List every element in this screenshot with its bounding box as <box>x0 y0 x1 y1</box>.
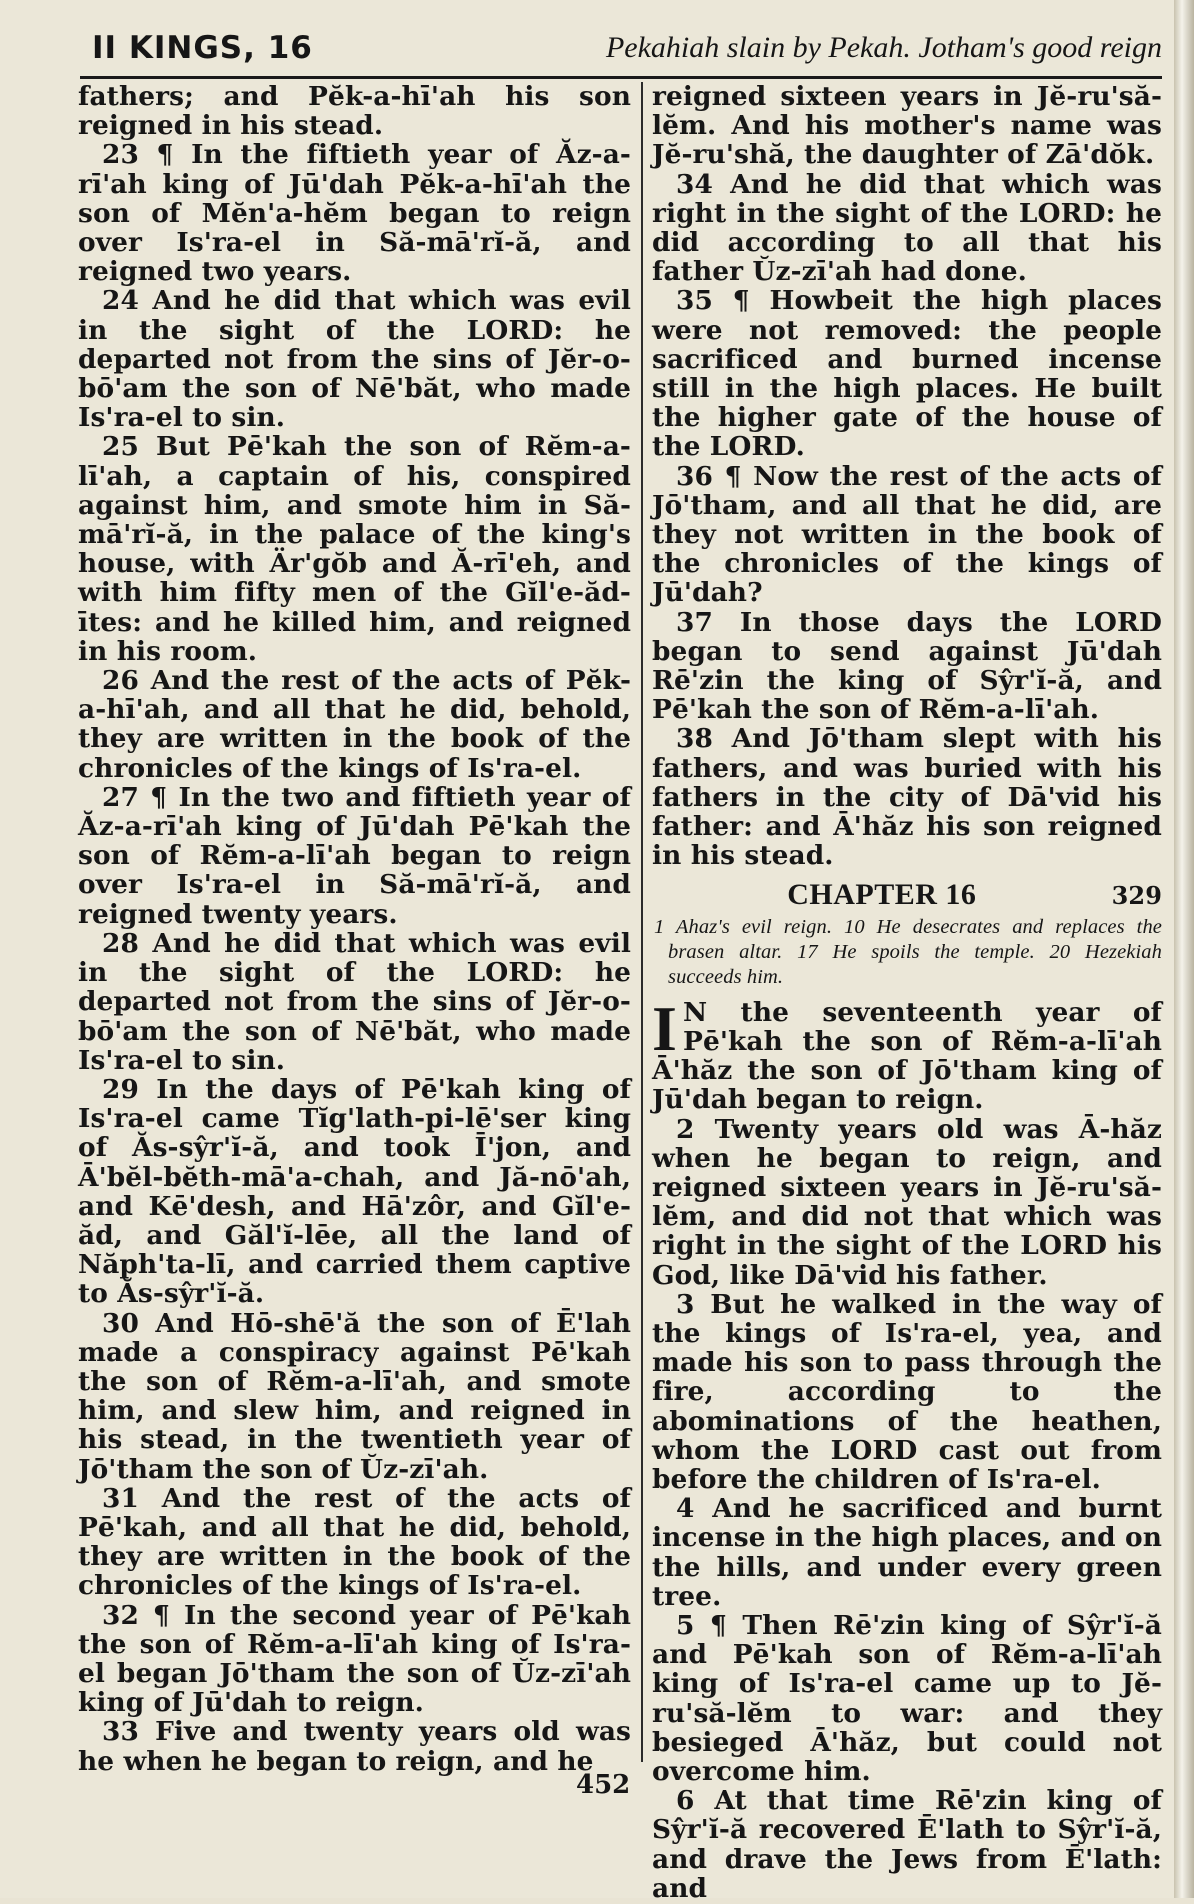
right-column <box>652 82 1162 1903</box>
left_column-verse: 31 And the rest of the acts of Pē'kah, and all that he did, behold, they are written in the book of the chronicles of the kings of Is'ra-el. <box>78 1482 631 1602</box>
left_column-verse: 23 ¶ In the fiftieth year of Ăz-a-rī'ah king of Jū'dah Pĕk-a-hī'ah the son of Mĕn'a-hĕm began to reign over Is'ra-el in Să-mā'rĭ-ă, and reigned two years. <box>78 139 631 288</box>
right_column_top-verse: 35 ¶ Howbeit the high places were not removed: the people sacrificed and burned incense still in the high places. He built the higher gate of the house of the LORD. <box>652 285 1162 463</box>
header-rule <box>80 76 1162 79</box>
page-edge <box>1174 0 1194 1898</box>
left_column-verse: 25 But Pē'kah the son of Rĕm-a-lī'ah, a captain of his, conspired against him, and smote him in Să-mā'rĭ-ă, in the palace of the king's house, with Är'gŏb and Ă-rī'eh, and with him fifty men of the Gĭl'e-ăd-ītes: and he killed him, and reigned in his room. <box>78 431 631 667</box>
right_column_bottom.verses-verse: 4 And he sacrificed and burnt incense in the high places, and on the hills, and under every green tree. <box>652 1493 1162 1612</box>
left_column-verse: 28 And he did that which was evil in the sight of the LORD: he departed not from the sins of Jĕr-o-bō'am the son of Nē'băt, who made Is'ra-el to sin. <box>78 927 631 1076</box>
left_column-verse: 26 And the rest of the acts of Pĕk-a-hī'ah, and all that he did, behold, they are written in the book of the chronicles of the kings of Is'ra-el. <box>78 665 631 784</box>
right_column_bottom.verses-verse: 6 At that time Rē'zin king of Sŷr'ĭ-ă recovered Ē'lath to Sŷr'ĭ-ă, and drave the Jews from Ē'lath: and <box>652 1785 1162 1904</box>
page-number: 452 <box>576 1770 631 1800</box>
verse-1-text: N the seventeenth year of Pē'kah the son of Rĕm-a-lī'ah Ā'hăz the son of Jō'tham king of Jū'dah began to reign. <box>652 996 1162 1116</box>
left_column-verse: 27 ¶ In the two and fiftieth year of Ăz-a-rī'ah king of Jū'dah Pē'kah the son of Rĕm-a-lī'ah began to reign over Is'ra-el in Să-mā'rĭ-ă, and reigned twenty years. <box>78 781 631 930</box>
chapter-summary: 1 Ahaz's evil reign. 10 He desecrates and replaces the brasen altar. 17 He spoils the temple. 20 Hezekiah succeeds him. <box>654 915 1162 988</box>
right_column_bottom.verses-verse: 5 ¶ Then Rē'zin king of Sŷr'ĭ-ă and Pē'kah son of Rĕm-a-lī'ah king of Is'ra-el came up to Jĕ-ru'să-lĕm to war: and they besieged Ā'hăz, but could not overcome him. <box>652 1609 1162 1787</box>
page-summary: Pekahiah slain by Pekah. Jotham's good reign <box>605 31 1162 64</box>
left_column-verse: 30 And Hō-shē'ă the son of Ē'lah made a conspiracy against Pē'kah the son of Rĕm-a-lī'ah, and smote him, and slew him, and reigned in his stead, in the twentieth year of Jō'tham the son of Ŭz-zī'ah. <box>78 1307 631 1485</box>
left_column-verse: 24 And he did that which was evil in the sight of the LORD: he departed not from the sins of Jĕr-o-bō'am the son of Nē'băt, who made Is'ra-el to sin. <box>78 285 631 434</box>
chapter-heading <box>652 880 1162 910</box>
left_column-verse: 32 ¶ In the second year of Pē'kah the son of Rĕm-a-lī'ah king of Is'ra-el began Jō'tham the son of Ŭz-zī'ah king of Jū'dah to reign. <box>78 1599 631 1719</box>
right_column_top-verse: 34 And he did that which was right in the sight of the LORD: he did according to all that his father Ŭz-zī'ah had done. <box>652 168 1162 288</box>
right_column_top-verse: 37 In those days the LORD began to send against Jū'dah Rē'zin the king of Sŷr'ĭ-ă, and Pē'kah the son of Rĕm-a-lī'ah. <box>652 606 1162 726</box>
running-header <box>92 22 1162 74</box>
chapter-title: CHAPTER 16 <box>787 878 977 912</box>
verse-1 <box>652 992 1162 1116</box>
column-divider <box>641 82 643 1762</box>
right_column_top-verse: reigned sixteen years in Jĕ-ru'să-lĕm. And his mother's name was Jĕ-ru'shă, the daughter of Zā'dŏk. <box>652 81 1162 171</box>
chapter-number: 329 <box>1111 881 1162 911</box>
book-chapter-label: II KINGS, 16 <box>92 30 313 66</box>
right_column_bottom.verses-verse: 2 Twenty years old was Ā-hăz when he began to reign, and reigned sixteen years in Jĕ-ru'să-lĕm, and did not that which was right in the sight of the LORD his God, like Dā'vid his father. <box>652 1113 1162 1291</box>
chapter-16-verses <box>652 1115 1162 1903</box>
left-column <box>78 82 631 1776</box>
chapter-15-verses <box>652 82 1162 870</box>
left_column-verse: 29 In the days of Pē'kah king of Is'ra-el came Tĭg'lath-pi-lē'ser king of Ăs-sŷr'ĭ-ă, and took Ī'jon, and Ā'bĕl-bĕth-mā'a-chah, and Jă-nō'ah, and Kē'desh, and Hā'zôr, and Gĭl'e-ăd, and Găl'ĭ-lēe, all the land of Năph'ta-lī, and carried them captive to Ăs-sŷr'ĭ-ă. <box>78 1073 631 1310</box>
right_column_bottom.verses-verse: 3 But he walked in the way of the kings of Is'ra-el, yea, and made his son to pass through the fire, according to the abominations of the heathen, whom the LORD cast out from before the children of Is'ra-el. <box>652 1288 1162 1495</box>
right_column_top-verse: 38 And Jō'tham slept with his fathers, and was buried with his fathers in the city of Dā'vid his father: and Ā'hăz his son reigned in his stead. <box>652 723 1162 872</box>
right_column_top-verse: 36 ¶ Now the rest of the acts of Jō'tham, and all that he did, are they not written in the book of the chronicles of the kings of Jū'dah? <box>652 460 1162 609</box>
drop-cap: I <box>652 992 678 1064</box>
left_column-verse: fathers; and Pĕk-a-hī'ah his son reigned in his stead. <box>78 81 631 142</box>
left_column-verse: 33 Five and twenty years old was he when he began to reign, and he <box>78 1716 631 1777</box>
